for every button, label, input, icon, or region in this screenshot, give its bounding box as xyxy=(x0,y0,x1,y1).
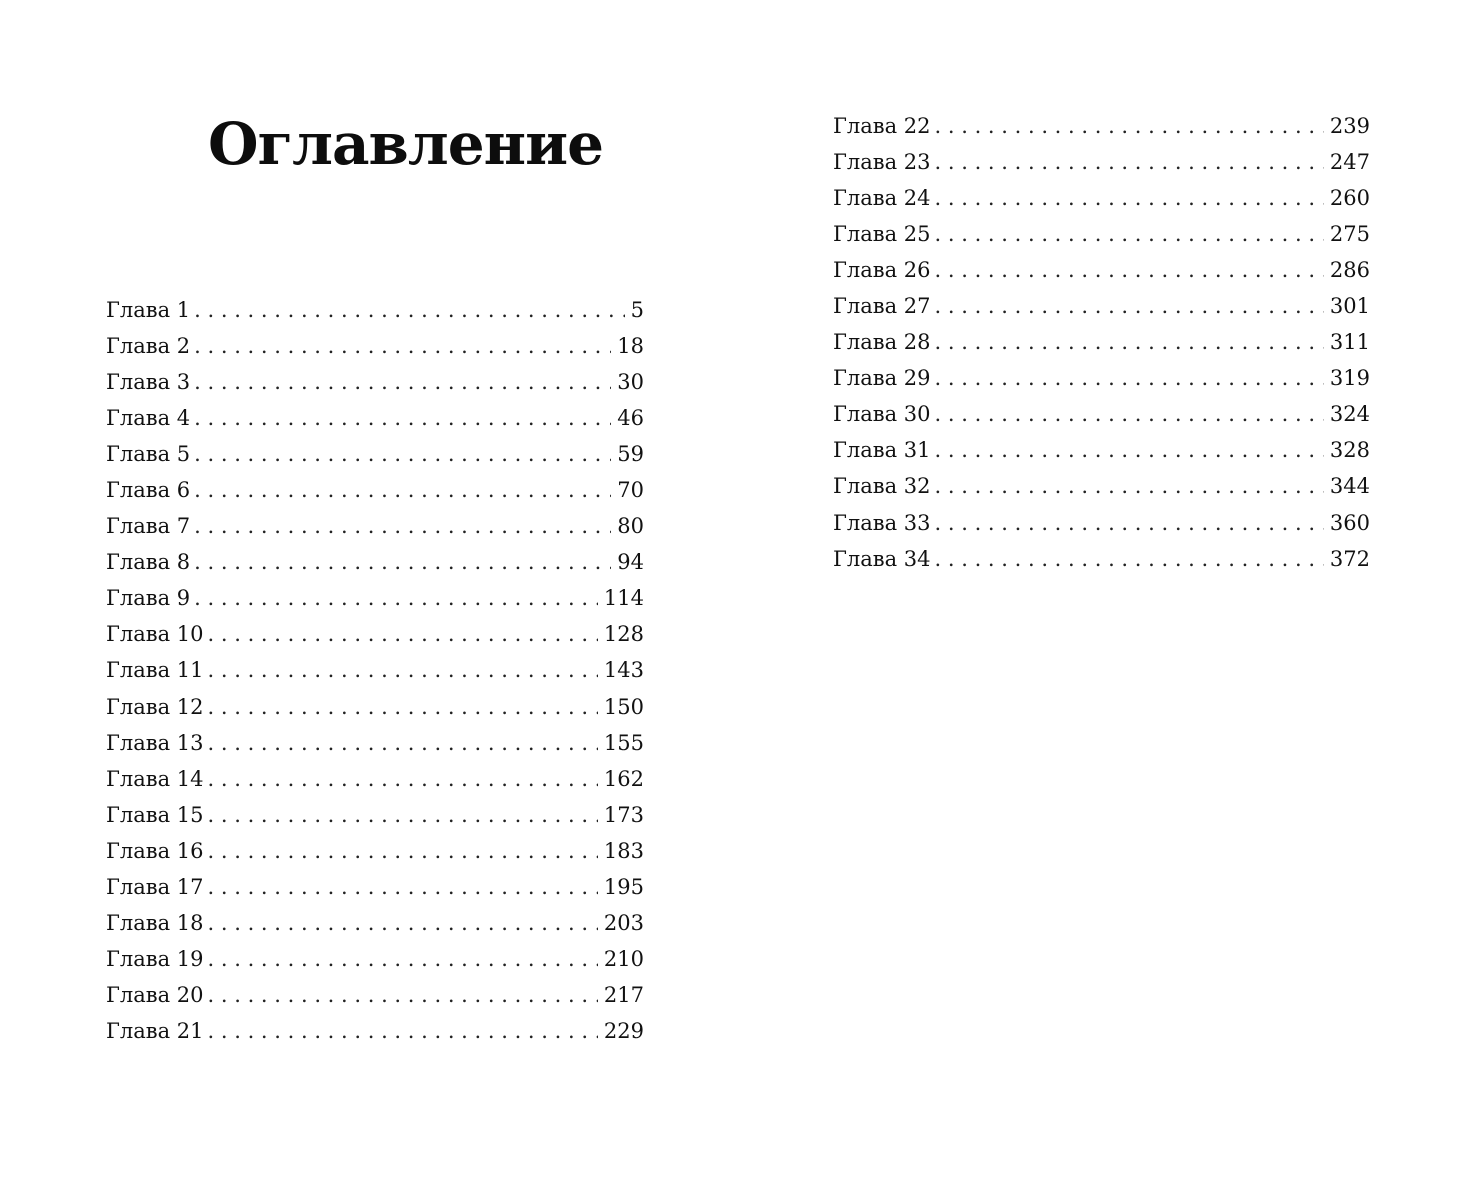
chapter-label: Глава 12 xyxy=(106,694,204,719)
toc-entry[interactable] xyxy=(833,288,1370,324)
page-number: 275 xyxy=(1329,222,1370,247)
toc-entry[interactable] xyxy=(106,436,644,472)
chapter-label: Глава 5 xyxy=(106,442,191,467)
chapter-label: Глава 27 xyxy=(833,294,931,319)
toc-right-column xyxy=(833,108,1370,577)
dot-leader xyxy=(208,616,598,652)
chapter-label: Глава 22 xyxy=(833,114,931,138)
toc-entry[interactable] xyxy=(106,544,644,580)
page-number: 46 xyxy=(617,406,644,431)
chapter-label: Глава 3 xyxy=(106,370,191,395)
page-number: 183 xyxy=(603,838,644,863)
dot-leader xyxy=(935,180,1324,216)
toc-entry[interactable] xyxy=(833,468,1370,504)
dot-leader xyxy=(935,288,1324,324)
toc-entry[interactable] xyxy=(833,324,1370,360)
chapter-label: Глава 25 xyxy=(833,222,931,247)
toc-entry[interactable] xyxy=(106,941,644,977)
page-number: 150 xyxy=(603,694,644,719)
page-number: 114 xyxy=(603,586,644,611)
toc-entry[interactable] xyxy=(106,508,644,544)
page-number: 360 xyxy=(1329,510,1370,535)
toc-entry[interactable] xyxy=(106,725,644,761)
toc-entry[interactable] xyxy=(106,400,644,436)
toc-entry[interactable] xyxy=(833,432,1370,468)
toc-entry[interactable] xyxy=(106,616,644,652)
dot-leader xyxy=(194,544,611,580)
page-number: 18 xyxy=(617,334,644,359)
page-number: 5 xyxy=(630,298,644,322)
dot-leader xyxy=(208,905,598,941)
dot-leader xyxy=(208,689,598,725)
page-number: 70 xyxy=(617,478,644,503)
dot-leader xyxy=(935,396,1324,432)
chapter-label: Глава 34 xyxy=(833,546,931,571)
page-number: 344 xyxy=(1329,474,1370,499)
chapter-label: Глава 20 xyxy=(106,982,204,1007)
chapter-label: Глава 21 xyxy=(106,1018,204,1043)
page-number: 239 xyxy=(1329,114,1370,138)
toc-entry[interactable] xyxy=(106,364,644,400)
page-number: 311 xyxy=(1329,330,1370,355)
dot-leader xyxy=(935,324,1324,360)
page-number: 80 xyxy=(617,514,644,539)
dot-leader xyxy=(935,360,1324,396)
chapter-label: Глава 26 xyxy=(833,258,931,283)
dot-leader xyxy=(935,252,1324,288)
toc-entry[interactable] xyxy=(106,761,644,797)
chapter-label: Глава 1 xyxy=(106,298,191,322)
chapter-label: Глава 28 xyxy=(833,330,931,355)
toc-left-column xyxy=(106,292,644,1049)
chapter-label: Глава 14 xyxy=(106,766,204,791)
chapter-label: Глава 16 xyxy=(106,838,204,863)
dot-leader xyxy=(194,328,611,364)
dot-leader xyxy=(208,761,598,797)
dot-leader xyxy=(208,833,598,869)
toc-entry[interactable] xyxy=(833,360,1370,396)
chapter-label: Глава 19 xyxy=(106,946,204,971)
toc-entry[interactable] xyxy=(106,977,644,1013)
dot-leader xyxy=(208,869,598,905)
page-number: 328 xyxy=(1329,438,1370,463)
dot-leader xyxy=(194,472,611,508)
dot-leader xyxy=(208,797,598,833)
chapter-label: Глава 4 xyxy=(106,406,191,431)
page-number: 143 xyxy=(603,658,644,683)
page-number: 247 xyxy=(1329,150,1370,175)
page-number: 155 xyxy=(603,730,644,755)
page-number: 301 xyxy=(1329,294,1370,319)
dot-leader xyxy=(208,1013,598,1049)
dot-leader xyxy=(194,400,611,436)
chapter-label: Глава 7 xyxy=(106,514,191,539)
chapter-label: Глава 23 xyxy=(833,150,931,175)
chapter-label: Глава 30 xyxy=(833,402,931,427)
page-number: 128 xyxy=(603,622,644,647)
toc-entry[interactable] xyxy=(106,652,644,688)
page-number: 94 xyxy=(617,550,644,575)
dot-leader xyxy=(935,144,1324,180)
chapter-label: Глава 2 xyxy=(106,334,191,359)
toc-entry[interactable] xyxy=(833,144,1370,180)
toc-entry[interactable] xyxy=(106,833,644,869)
page-number: 195 xyxy=(603,874,644,899)
chapter-label: Глава 18 xyxy=(106,910,204,935)
toc-entry[interactable] xyxy=(106,905,644,941)
page-number: 203 xyxy=(603,910,644,935)
page-number: 372 xyxy=(1329,546,1370,571)
toc-entry[interactable] xyxy=(833,180,1370,216)
dot-leader xyxy=(935,216,1324,252)
toc-entry[interactable] xyxy=(106,1013,644,1049)
chapter-label: Глава 32 xyxy=(833,474,931,499)
chapter-label: Глава 11 xyxy=(106,658,204,683)
chapter-label: Глава 31 xyxy=(833,438,931,463)
dot-leader xyxy=(935,432,1324,468)
dot-leader xyxy=(208,652,598,688)
dot-leader xyxy=(208,941,598,977)
toc-entry[interactable] xyxy=(833,216,1370,252)
dot-leader xyxy=(194,292,624,328)
chapter-label: Глава 9 xyxy=(106,586,191,611)
page-number: 260 xyxy=(1329,186,1370,211)
toc-entry[interactable] xyxy=(106,797,644,833)
toc-entry[interactable] xyxy=(833,108,1370,144)
toc-entry[interactable] xyxy=(106,472,644,508)
dot-leader xyxy=(935,541,1324,577)
page-number: 324 xyxy=(1329,402,1370,427)
chapter-label: Глава 13 xyxy=(106,730,204,755)
chapter-label: Глава 17 xyxy=(106,874,204,899)
dot-leader xyxy=(208,725,598,761)
page-number: 162 xyxy=(603,766,644,791)
page-number: 286 xyxy=(1329,258,1370,283)
dot-leader xyxy=(194,508,611,544)
page-number: 173 xyxy=(603,802,644,827)
toc-entry[interactable] xyxy=(833,252,1370,288)
page-number: 229 xyxy=(603,1018,644,1043)
dot-leader xyxy=(194,580,598,616)
page-number: 210 xyxy=(603,946,644,971)
toc-entry[interactable] xyxy=(106,580,644,616)
dot-leader xyxy=(935,505,1324,541)
dot-leader xyxy=(194,364,611,400)
chapter-label: Глава 24 xyxy=(833,186,931,211)
page-number: 319 xyxy=(1329,366,1370,391)
dot-leader xyxy=(208,977,598,1013)
dot-leader xyxy=(194,436,611,472)
dot-leader xyxy=(935,108,1324,144)
toc-entry[interactable] xyxy=(833,505,1370,541)
chapter-label: Глава 33 xyxy=(833,510,931,535)
toc-entry[interactable] xyxy=(833,396,1370,432)
page-number: 30 xyxy=(617,370,644,395)
page-number: 59 xyxy=(617,442,644,467)
chapter-label: Глава 8 xyxy=(106,550,191,575)
chapter-label: Глава 15 xyxy=(106,802,204,827)
toc-entry[interactable] xyxy=(106,689,644,725)
chapter-label: Глава 6 xyxy=(106,478,191,503)
toc-entry[interactable] xyxy=(106,869,644,905)
page-number: 217 xyxy=(603,982,644,1007)
page-title: Оглавление xyxy=(208,110,604,178)
toc-entry[interactable] xyxy=(106,292,644,328)
chapter-label: Глава 10 xyxy=(106,622,204,647)
dot-leader xyxy=(935,468,1324,504)
toc-entry[interactable] xyxy=(106,328,644,364)
chapter-label: Глава 29 xyxy=(833,366,931,391)
toc-entry[interactable] xyxy=(833,541,1370,577)
